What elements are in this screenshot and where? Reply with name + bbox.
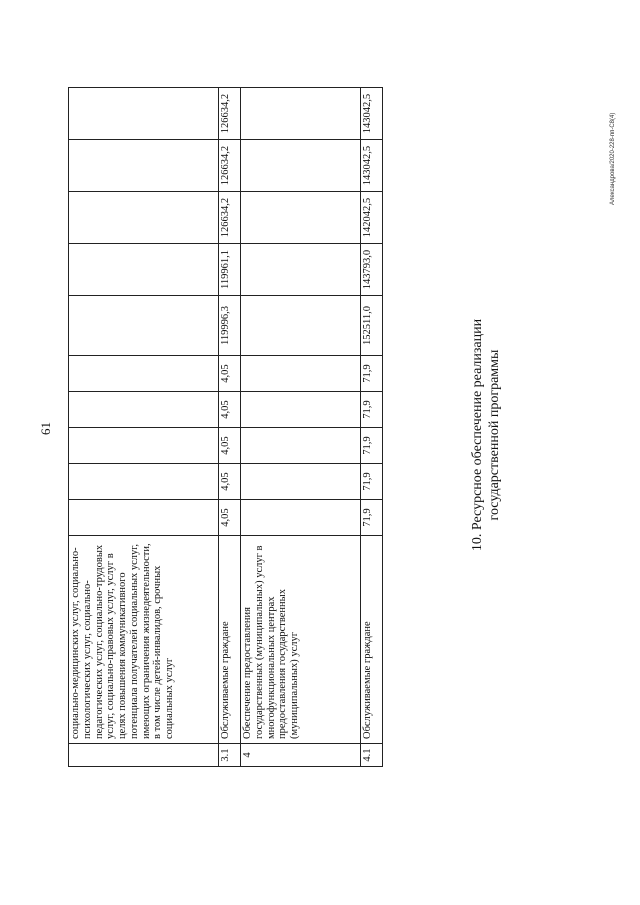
row-index: 4.1 (361, 744, 383, 767)
row-value: 142042,5 (361, 192, 383, 244)
row-value: 71,9 (361, 500, 383, 536)
row-value (241, 296, 361, 356)
table-row (241, 88, 361, 767)
row-value: 4,05 (219, 428, 241, 464)
row-value: 143042,5 (361, 88, 383, 140)
indicator-table (68, 87, 383, 767)
row-value (241, 356, 361, 392)
row-value: 126634,2 (219, 192, 241, 244)
row-value: 126634,2 (219, 140, 241, 192)
row-value (69, 464, 219, 500)
row-value (241, 244, 361, 296)
row-value (69, 296, 219, 356)
row-value (69, 500, 219, 536)
row-index: 4 (241, 744, 361, 767)
section-heading: 10. Ресурсное обеспечение реализации государственной программы (470, 318, 502, 552)
row-index: 3.1 (219, 744, 241, 767)
table-row (219, 88, 241, 767)
row-value: 4,05 (219, 500, 241, 536)
row-value: 152511,0 (361, 296, 383, 356)
row-name: социально-медицинских услуг, социально-психологических услуг, социально-педагогических услуг, социально-трудовых услуг, социально-правовых услуг, услуг в целях повышения коммуникативного потенциала получателей социальных услуг, имеющих ограничения жизнедеятельности, в том числе детей-инвалидов, срочных социальных услуг (69, 536, 219, 744)
row-name: Обслуживаемые граждане (361, 536, 383, 744)
row-value: 71,9 (361, 464, 383, 500)
row-value: 119996,3 (219, 296, 241, 356)
row-name: Обслуживаемые граждане (219, 536, 241, 744)
row-value: 4,05 (219, 464, 241, 500)
row-value (241, 140, 361, 192)
row-value: 71,9 (361, 428, 383, 464)
row-value (241, 428, 361, 464)
row-value: 71,9 (361, 392, 383, 428)
row-value: 119961,1 (219, 244, 241, 296)
row-value (69, 88, 219, 140)
row-value (241, 392, 361, 428)
row-value (241, 464, 361, 500)
table-row (69, 88, 219, 767)
row-value (69, 356, 219, 392)
row-value: 143042,5 (361, 140, 383, 192)
document-stamp: Александрова/2020-228-пп-С8(4) (610, 112, 616, 205)
row-value (241, 500, 361, 536)
row-value (69, 140, 219, 192)
row-value (69, 392, 219, 428)
row-value: 143793,0 (361, 244, 383, 296)
row-value (241, 88, 361, 140)
row-name: Обеспечение предоставления государственных (муниципальных) услуг в многофункциональных центрах предоставления государственных (муниципальных) услуг (241, 536, 361, 744)
page-number: 61 (38, 422, 53, 435)
row-value: 71,9 (361, 356, 383, 392)
row-value (69, 428, 219, 464)
row-index (69, 744, 219, 767)
row-value (69, 192, 219, 244)
row-value: 126634,2 (219, 88, 241, 140)
row-value (69, 244, 219, 296)
row-value (241, 192, 361, 244)
table-row (361, 88, 383, 767)
row-value: 4,05 (219, 392, 241, 428)
row-value: 4,05 (219, 356, 241, 392)
